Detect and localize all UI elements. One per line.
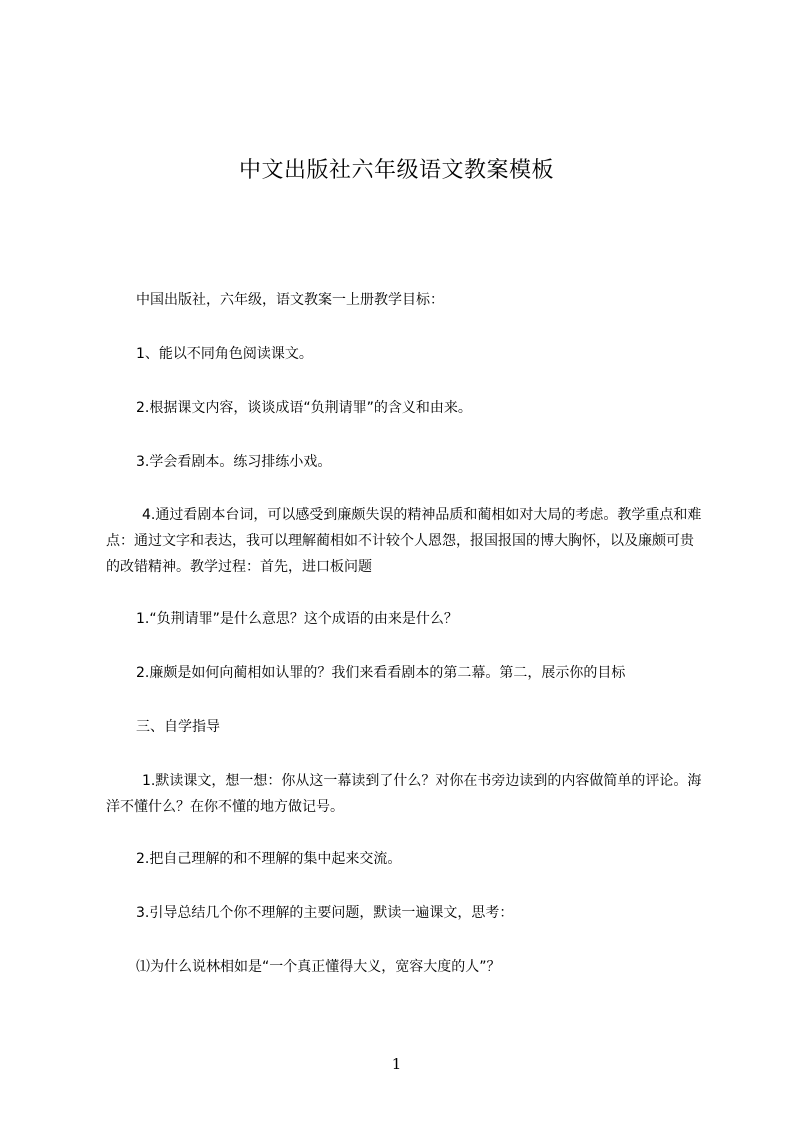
paragraph-goal-3: 3.学会看剧本。练习排练小戏。 xyxy=(136,454,332,470)
paragraph-goal-2: 2.根据课文内容，谈谈成语“负荆请罪”的含义和由来。 xyxy=(136,400,472,416)
paragraph-goal-4: 4.通过看剧本台词，可以感受到廉颇失误的精神品质和蔺相如对大局的考虑。教学重点和难点：通过文字和表达，我可以理解蔺相如不计较个人恩怨，报国报国的博大胸怀，以及廉颇可贵的改错精神。教学过程：首先，进口板问题 xyxy=(106,507,702,575)
paragraph-goal-1: 1、能以不同角色阅读课文。 xyxy=(136,346,313,362)
paragraph-self-study-heading: 三、自学指导 xyxy=(136,719,220,735)
paragraph-sub-question-1: ⑴为什么说林相如是“一个真正懂得大义，宽容大度的人”？ xyxy=(136,959,501,975)
paragraph-question-2: 2.廉颇是如何向蔺相如认罪的？我们来看看剧本的第二幕。第二，展示你的目标 xyxy=(136,665,626,681)
paragraph-teaching-goals-heading: 中国出版社，六年级，语文教案一上册教学目标： xyxy=(136,292,444,308)
paragraph-self-study-3: 3.引导总结几个你不理解的主要问题，默读一遍课文，思考： xyxy=(136,905,514,921)
paragraph-self-study-2: 2.把自己理解的和不理解的集中起来交流。 xyxy=(136,851,402,867)
page-number: 1 xyxy=(391,1055,402,1073)
paragraph-question-1: 1.“负荆请罪”是什么意思？这个成语的由来是什么？ xyxy=(136,611,458,627)
document-title: 中文出版社六年级语文教案模板 xyxy=(238,157,554,183)
paragraph-self-study-1: 1.默读课文，想一想：你从这一幕读到了什么？对你在书旁边读到的内容做简单的评论。海洋不懂什么？在你不懂的地方做记号。 xyxy=(106,773,702,815)
